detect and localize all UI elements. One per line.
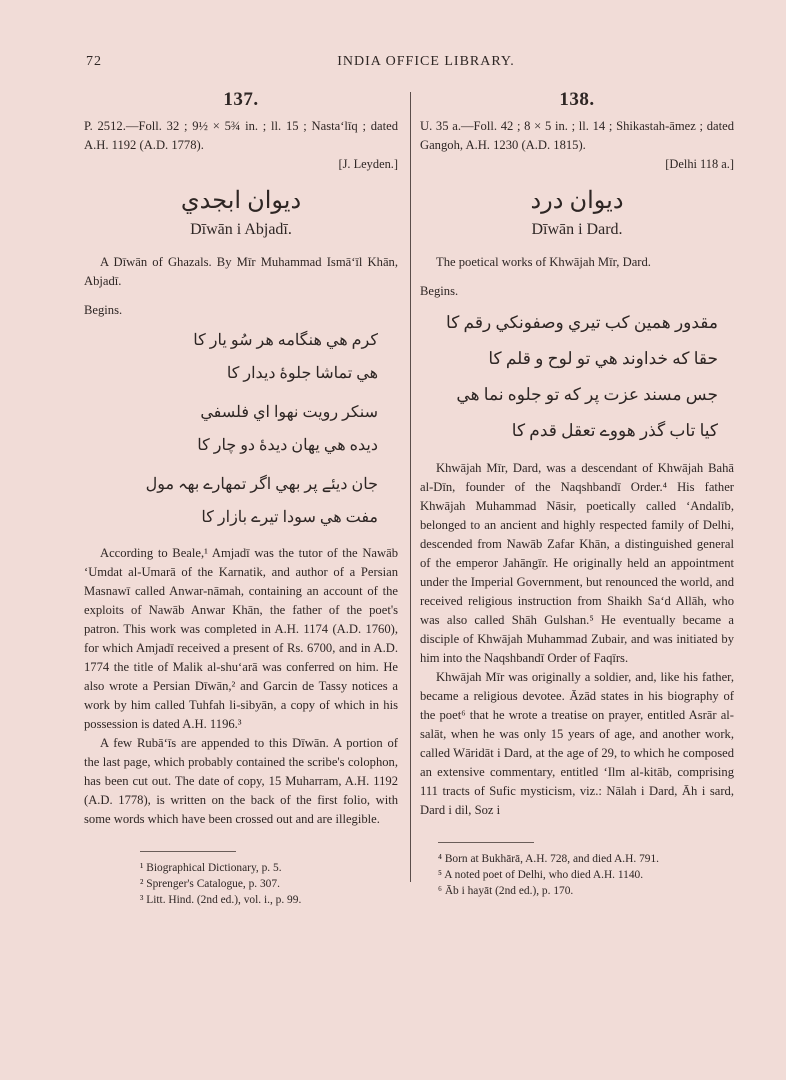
verse-line: جس مسند عزت پر كه تو جلوه نما هي	[456, 385, 718, 404]
footnote-rule	[140, 851, 236, 852]
verse-line: مفت هي سودا تيرے بازار كا	[201, 509, 378, 526]
footnotes	[84, 851, 398, 908]
provenance: [J. Leyden.]	[338, 157, 398, 171]
shelfmark-description: P. 2512.—Foll. 32 ; 9½ × 5¾ in. ; ll. 15 ; Nasta‘līq ; dated A.H. 1192 (A.D. 1778).	[84, 119, 398, 152]
footnotes	[420, 842, 734, 899]
entry-number: 138.	[559, 89, 595, 110]
verse-line: مقدور همين كب تيري وصفونكي رقم كا	[446, 313, 718, 332]
body-paragraph: According to Beale,¹ Amjadī was the tutor of the Nawāb ‘Umdat al-Umarā of the Karnatik, and author of a Persian Masnawī called Anwar-nāmah, containing an account of the exploits of Nawāb Anwar Khān, the father of the poet's patron. This work was completed in A.H. 1174 (A.D. 1760), for which Amjadī received a present of Rs. 6700, and in A.D. 1774 the title of Malik al-shu‘arā was conferred on him. He also wrote a Persian Dīwān,² and Garcin de Tassy notices a work by him called Tuhfah li-sibyān, a copy of which in his possession is dated A.H. 1196.³	[84, 546, 398, 731]
verse-line: هي تماشا جلوهٔ ديدار كا	[226, 365, 378, 382]
body-paragraph: Khwājah Mīr was originally a soldier, and, like his father, became a religious devotee. Āzād states in his biography of the poet⁶ that he wrote a treatise on prayer, entitled Asrār al-salāt, when he was only 15 years of age, and another work, called Wāridāt i Dard, at the age of 29, to which he composed an extensive commentary, entitled ‘Ilm al-kitāb, comprising 111 tracts of Sufic mysticism, viz.: Nālah i Dard, Āh i sard, Dard i dil, Soz i	[420, 670, 734, 817]
transliterated-title: Dīwān i Dard.	[531, 221, 623, 238]
verse-line: كيا تاب گذر هووے تعقل قدم كا	[511, 421, 718, 440]
provenance: [Delhi 118 a.]	[665, 157, 734, 171]
incipit-verses	[84, 324, 398, 534]
arabic-title: ديوان درد	[530, 188, 624, 214]
footnote: ⁴ Born at Bukhārā, A.H. 728, and died A.H. 791.	[438, 853, 659, 865]
transliterated-title: Dīwān i Abjadī.	[190, 221, 292, 238]
entry-number: 137.	[223, 89, 259, 110]
incipit-verses	[420, 305, 734, 449]
verse-line: سنكر رويت نهوا اي فلسفي	[200, 404, 378, 421]
shelfmark-description: U. 35 a.—Foll. 42 ; 8 × 5 in. ; ll. 14 ; Shikastah-āmez ; dated Gangoh, A.H. 1230 (A.D. 1815).	[420, 119, 734, 152]
entry-138	[420, 88, 734, 899]
footnote: ² Sprenger's Catalogue, p. 307.	[140, 878, 280, 890]
verse-line: حقا كه خداوند هي تو لوح و قلم كا	[488, 349, 718, 368]
column-divider	[410, 92, 411, 882]
footnote-rule	[438, 842, 534, 843]
verse-line: كرم هي هنگامه هر سُو يار كا	[193, 332, 378, 349]
arabic-title: ديوان ابجدي	[180, 188, 302, 214]
page-number: 72	[86, 54, 102, 69]
verse-line: ديده هي يهان ديدهٔ دو چار كا	[197, 437, 378, 454]
footnote: ¹ Biographical Dictionary, p. 5.	[140, 862, 282, 874]
begins-label: Begins.	[84, 303, 123, 317]
intro-text: The poetical works of Khwājah Mīr, Dard.	[436, 255, 651, 269]
footnote: ⁵ A noted poet of Delhi, who died A.H. 1140.	[438, 869, 644, 881]
body-paragraph: Khwājah Mīr, Dard, was a descendant of Khwājah Bahā al-Dīn, founder of the Naqshbandī Order.⁴ His father Khwājah Muhammad Nāsir, poetically called ‘Andalīb, belonged to an ancient and highly respected family of Delhi, descended from Nawāb Zafar Khān, a distinguished general of the emperor Jahāngīr. He originally held an appointment under the Imperial Government, but renounced the world, and received religious instruction from Shaikh Sa‘d Allāh, who was also called Shāh Gulshan.⁵ He eventually became a disciple of Khwājah Muhammad Zubair, and was initiated by him into the Naqshbandī Order of Faqīrs.	[420, 461, 734, 665]
footnote: ³ Litt. Hind. (2nd ed.), vol. i., p. 99.	[140, 894, 302, 906]
body-paragraph: A few Rubā‘īs are appended to this Dīwān. A portion of the last page, which probably contained the scribe's colophon, has been cut out. The date of copy, 15 Muharram, A.H. 1192 (A.D. 1778), is written on the back of the first folio, with some words which have been crossed out and are illegible.	[84, 736, 398, 826]
entry-137	[84, 88, 398, 908]
verse-line: جان ديئے پر بهي اگر تمهارے بهہ مول	[145, 476, 378, 493]
running-title: INDIA OFFICE LIBRARY.	[337, 54, 515, 69]
footnote: ⁶ Āb i hayāt (2nd ed.), p. 170.	[438, 885, 574, 897]
intro-text: A Dīwān of Ghazals. By Mīr Muhammad Ismā‘īl Khān, Abjadī.	[84, 255, 398, 288]
running-header	[86, 54, 746, 76]
begins-label: Begins.	[420, 284, 459, 298]
